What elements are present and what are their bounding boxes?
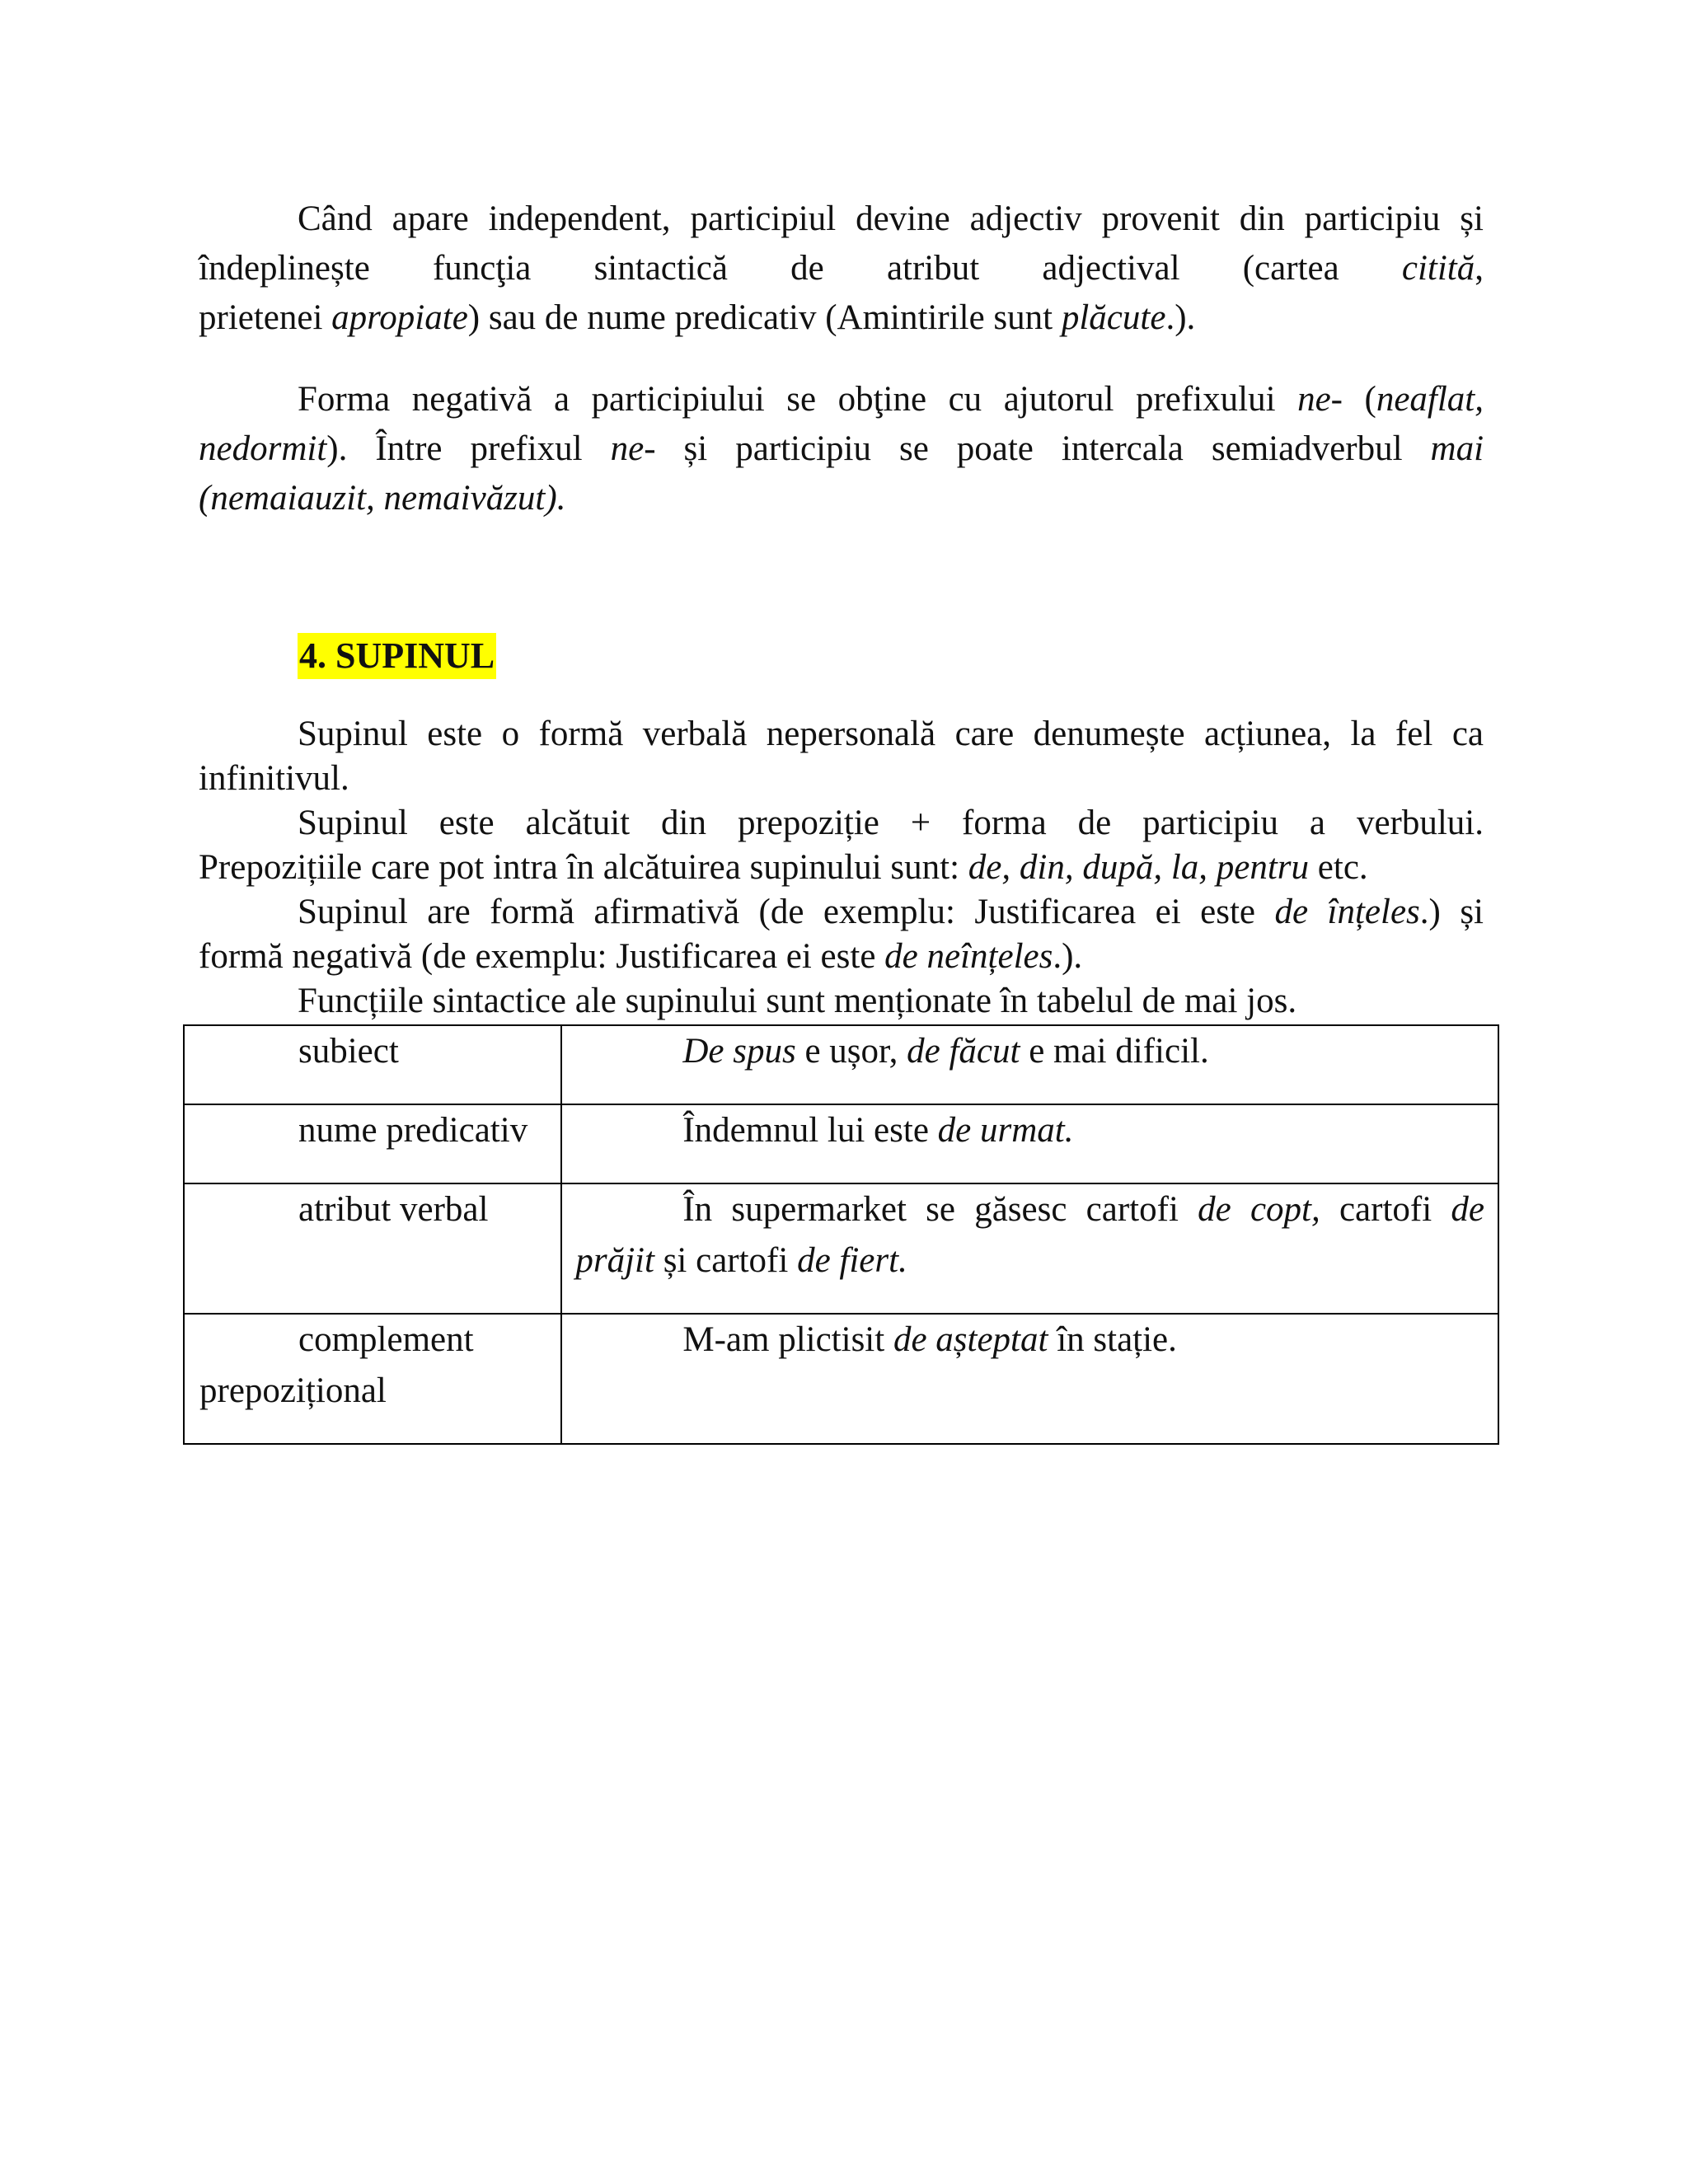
example-text bbox=[575, 1105, 1484, 1156]
text-span: Când apare independent, participiul devine adjectiv provenit din participiu și bbox=[298, 199, 1484, 238]
function-cell bbox=[184, 1183, 561, 1314]
example-cell bbox=[561, 1025, 1498, 1104]
function-label: complement bbox=[298, 1320, 474, 1359]
italic-example: mai bbox=[1430, 429, 1484, 468]
table-row bbox=[184, 1025, 1498, 1104]
text-span: Forma negativă a participiului se obţine cu ajutorul prefixului bbox=[298, 380, 1298, 419]
text-line bbox=[199, 979, 1484, 1024]
text-line bbox=[199, 474, 1484, 523]
text-span: .). bbox=[1053, 937, 1083, 976]
example-cell bbox=[561, 1183, 1498, 1314]
italic-example: de neînțeles bbox=[884, 937, 1053, 976]
text-span: .). bbox=[1165, 298, 1196, 337]
text-line bbox=[199, 424, 1484, 474]
example-cell bbox=[561, 1314, 1498, 1444]
text-span: în stație. bbox=[1048, 1320, 1177, 1359]
text-span: Prepozițiile care pot intra în alcătuirea supinului sunt: bbox=[199, 848, 968, 887]
example-text bbox=[575, 1315, 1484, 1366]
table-row bbox=[184, 1183, 1498, 1314]
text-line bbox=[199, 375, 1484, 424]
text-span: ( bbox=[1342, 380, 1376, 419]
participiu-paragraph-1 bbox=[199, 194, 1484, 343]
example-text bbox=[575, 1026, 1484, 1077]
italic-example: ne- bbox=[610, 429, 656, 468]
text-span: Supinul are formă afirmativă (de exemplu: Justificarea ei este bbox=[298, 893, 1275, 931]
italic-example: (nemaiauzit, nemaivăzut). bbox=[199, 479, 566, 518]
text-span: e ușor, bbox=[795, 1032, 907, 1071]
text-span: În supermarket se găsesc cartofi bbox=[682, 1190, 1198, 1229]
function-cell bbox=[184, 1314, 561, 1444]
text-span: prietenei bbox=[199, 298, 332, 337]
text-line bbox=[199, 890, 1484, 935]
function-label: atribut verbal bbox=[298, 1190, 489, 1229]
italic-example: De spus bbox=[682, 1032, 796, 1071]
text-span: îndeplinește funcţia sintactică de atribut adjectival (cartea bbox=[199, 249, 1402, 288]
text-line bbox=[199, 244, 1484, 293]
italic-example: de copt, bbox=[1198, 1190, 1320, 1229]
example-text bbox=[575, 1184, 1484, 1235]
text-span: Supinul este alcătuit din prepoziție + forma de participiu a verbului. bbox=[298, 804, 1484, 842]
italic-example: de fiert. bbox=[797, 1241, 907, 1280]
text-span: Îndemnul lui este bbox=[682, 1111, 938, 1150]
table-row bbox=[184, 1104, 1498, 1183]
text-line bbox=[199, 935, 1484, 979]
text-span: cartofi bbox=[1320, 1190, 1451, 1229]
italic-example: de bbox=[1451, 1190, 1484, 1229]
text-span: Supinul este o formă verbală nepersonală care denumește acțiunea, la fel ca bbox=[298, 715, 1484, 753]
text-span: Funcțiile sintactice ale supinului sunt menționate în tabelul de mai jos. bbox=[298, 982, 1297, 1020]
italic-example: de, din, după, la, pentru bbox=[968, 848, 1310, 887]
italic-example: plăcute bbox=[1061, 298, 1166, 337]
text-line bbox=[199, 846, 1484, 890]
italic-example: nedormit bbox=[199, 429, 327, 468]
text-line bbox=[199, 712, 1484, 757]
italic-example: de așteptat bbox=[893, 1320, 1048, 1359]
italic-example: de făcut bbox=[907, 1032, 1020, 1071]
supinul-text bbox=[199, 712, 1484, 1024]
text-span: etc. bbox=[1309, 848, 1368, 887]
text-line bbox=[199, 757, 1484, 801]
syntactic-functions-table bbox=[183, 1024, 1499, 1445]
italic-example: de urmat. bbox=[937, 1111, 1074, 1150]
italic-example: apropiate bbox=[331, 298, 468, 337]
function-label: subiect bbox=[298, 1032, 399, 1071]
table-row bbox=[184, 1314, 1498, 1444]
italic-example: de înțeles bbox=[1274, 893, 1420, 931]
text-span: M-am plictisit bbox=[682, 1320, 893, 1359]
text-span: e mai dificil. bbox=[1020, 1032, 1209, 1071]
text-span: și cartofi bbox=[654, 1241, 798, 1280]
text-span: și participiu se poate intercala semiadverbul bbox=[655, 429, 1431, 468]
italic-example: citită bbox=[1401, 249, 1475, 288]
example-cell bbox=[561, 1104, 1498, 1183]
text-span: ). Între prefixul bbox=[326, 429, 611, 468]
text-span: ) sau de nume predicativ (Amintirile sunt bbox=[467, 298, 1062, 337]
function-label: prepozițional bbox=[199, 1371, 387, 1410]
text-span: formă negativă (de exemplu: Justificarea ei este bbox=[199, 937, 885, 976]
participiu-paragraph-2 bbox=[199, 375, 1484, 523]
italic-example: ne- bbox=[1297, 380, 1343, 419]
italic-example: neaflat, bbox=[1376, 380, 1484, 419]
text-span: .) și bbox=[1419, 893, 1484, 931]
text-line bbox=[199, 801, 1484, 846]
text-span: infinitivul. bbox=[199, 759, 349, 798]
function-cell bbox=[184, 1104, 561, 1183]
text-line bbox=[199, 293, 1484, 343]
text-line bbox=[199, 194, 1484, 244]
italic-example: prăjit bbox=[575, 1241, 654, 1280]
text-span: , bbox=[1475, 249, 1484, 288]
function-label: nume predicativ bbox=[298, 1111, 528, 1150]
section-heading: 4. SUPINUL bbox=[298, 633, 496, 679]
function-cell bbox=[184, 1025, 561, 1104]
example-text bbox=[575, 1235, 1484, 1286]
